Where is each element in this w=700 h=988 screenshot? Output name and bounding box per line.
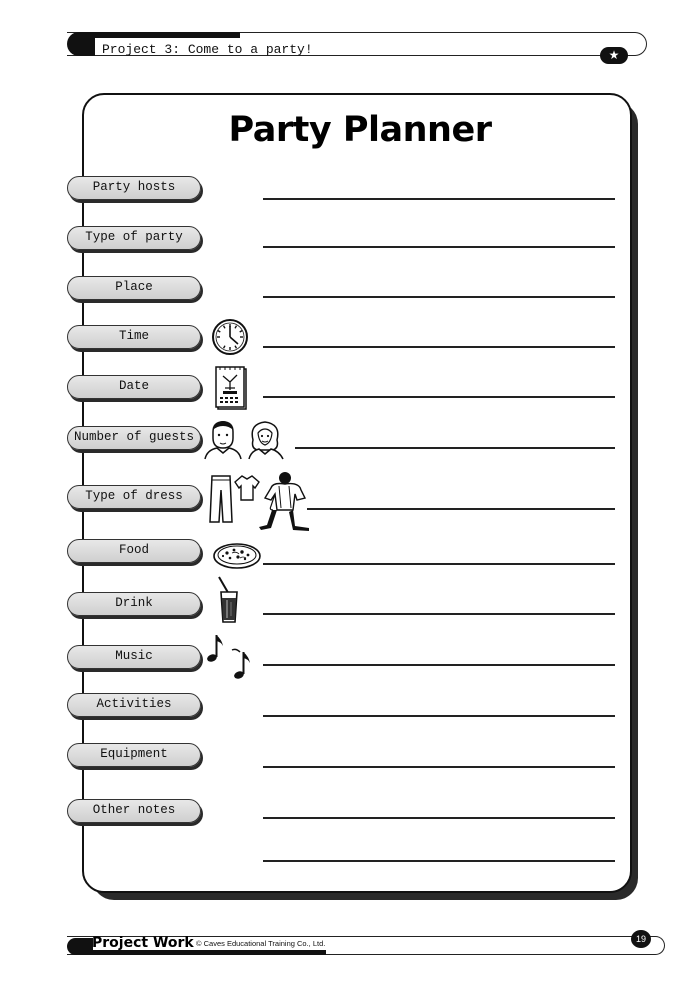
write-line-other-notes[interactable] <box>263 817 615 819</box>
project-title: Project 3: Come to a party! <box>102 42 313 57</box>
write-line-equipment[interactable] <box>263 766 615 768</box>
field-label-food: Food <box>67 539 201 563</box>
field-label-music: Music <box>67 645 201 669</box>
write-line-place[interactable] <box>263 296 615 298</box>
star-icon: ★ <box>600 47 628 64</box>
field-label-type-of-party: Type of party <box>67 226 201 250</box>
write-line-food[interactable] <box>263 563 615 565</box>
write-line-other-notes-extra[interactable] <box>263 860 615 862</box>
footer-brand: Project Work <box>92 935 194 951</box>
write-line-drink[interactable] <box>263 613 615 615</box>
field-label-number-of-guests: Number of guests <box>67 426 201 450</box>
write-line-type-of-party[interactable] <box>263 246 615 248</box>
music-notes-icon <box>206 632 252 680</box>
header-accent <box>80 32 240 38</box>
footer-copyright: © Caves Educational Training Co., Ltd. <box>196 939 326 948</box>
field-label-date: Date <box>67 375 201 399</box>
clothes-icon <box>209 470 309 534</box>
write-line-date[interactable] <box>263 396 615 398</box>
write-line-party-hosts[interactable] <box>263 198 615 200</box>
write-line-type-of-dress[interactable] <box>307 508 615 510</box>
write-line-music[interactable] <box>263 664 615 666</box>
page-number: 19 <box>631 930 651 948</box>
write-line-activities[interactable] <box>263 715 615 717</box>
pizza-icon <box>212 541 262 571</box>
field-label-activities: Activities <box>67 693 201 717</box>
page-title: Party Planner <box>228 110 492 150</box>
field-label-other-notes: Other notes <box>67 799 201 823</box>
clock-icon <box>210 318 250 356</box>
guests-icon <box>203 418 291 460</box>
field-label-party-hosts: Party hosts <box>67 176 201 200</box>
field-label-time: Time <box>67 325 201 349</box>
calendar-icon <box>215 366 249 412</box>
field-label-equipment: Equipment <box>67 743 201 767</box>
field-label-drink: Drink <box>67 592 201 616</box>
field-label-place: Place <box>67 276 201 300</box>
field-label-type-of-dress: Type of dress <box>67 485 201 509</box>
write-line-number-of-guests[interactable] <box>295 447 615 449</box>
drink-icon <box>216 576 242 626</box>
write-line-time[interactable] <box>263 346 615 348</box>
